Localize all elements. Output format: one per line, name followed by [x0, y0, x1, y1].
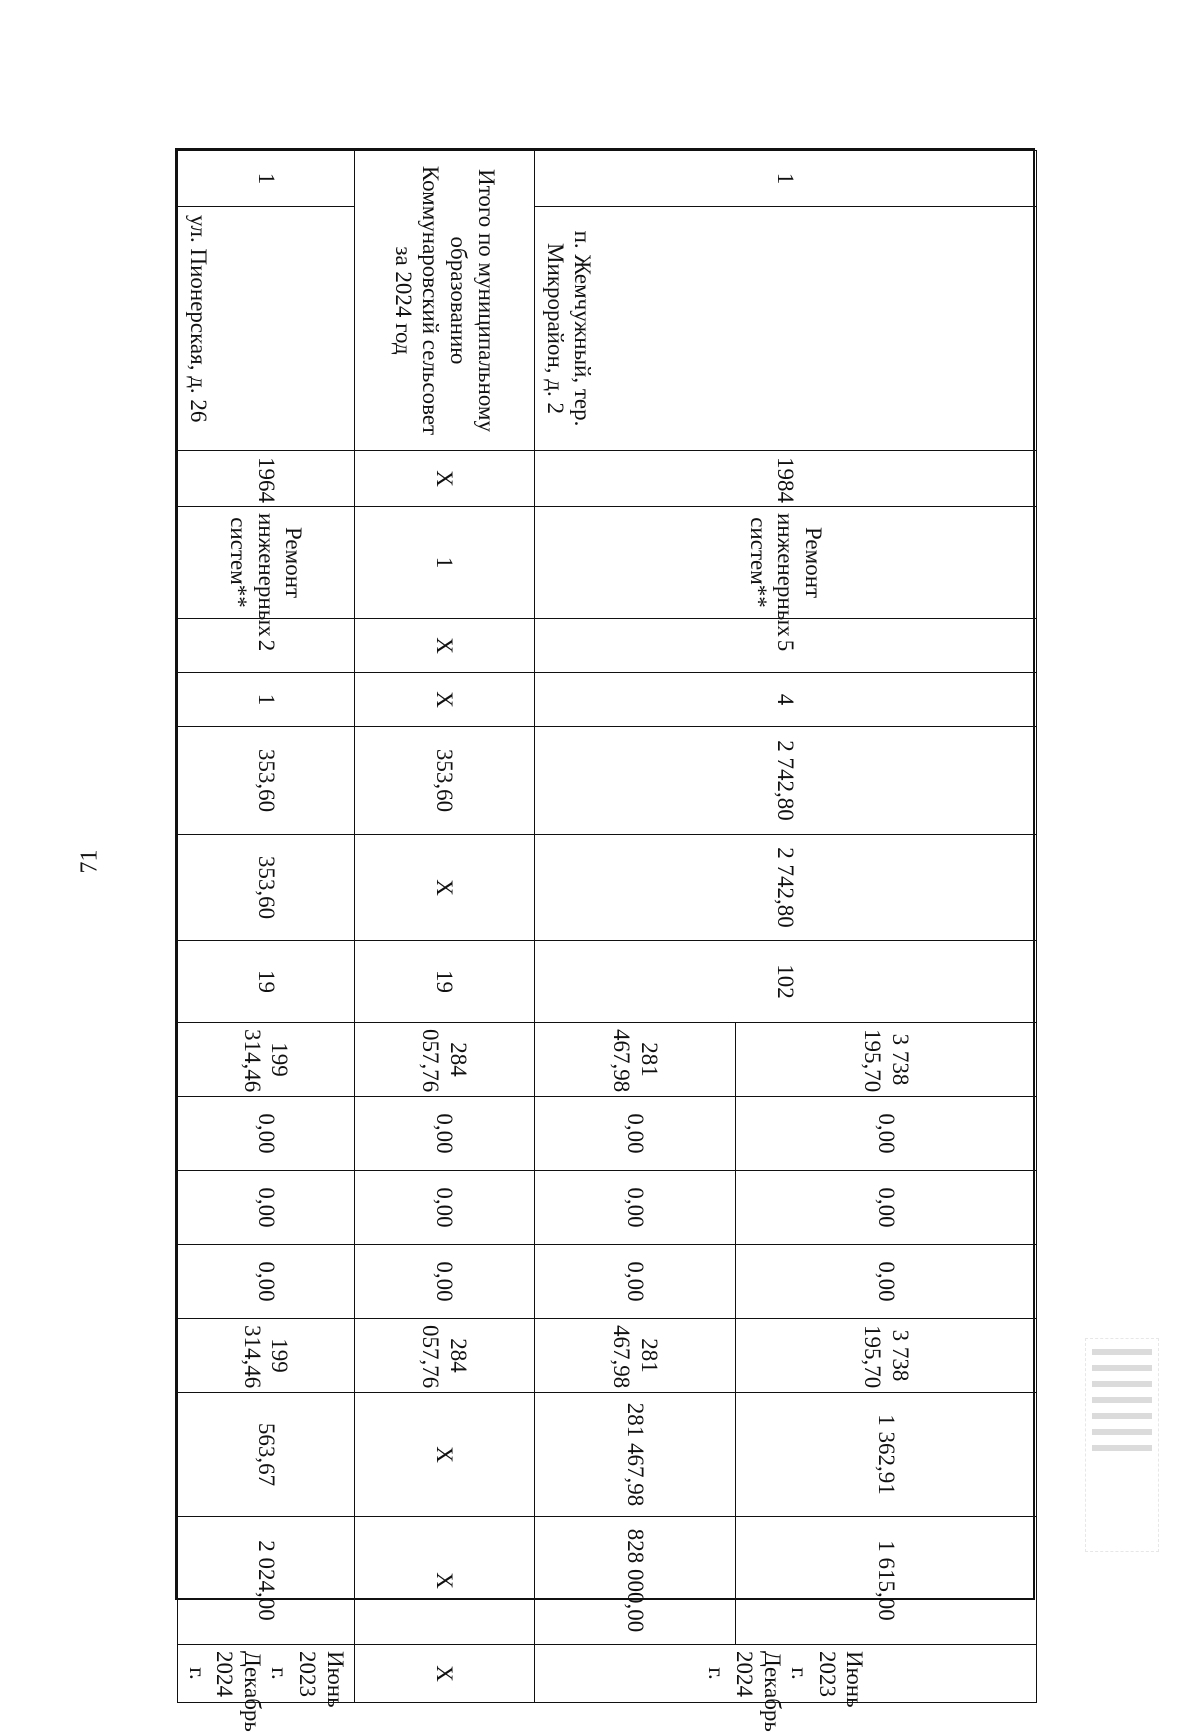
col5-cell: 2 [178, 619, 355, 673]
address-text: п. Жемчужный, тер. Микрорайон, д. 2 [542, 230, 596, 427]
value-cell: 281 467,98 [535, 1319, 736, 1393]
value-cell: 1 615,00 [735, 1517, 1036, 1645]
value-cell: 281 467,98 [535, 1023, 736, 1097]
value-cell: 0,00 [535, 1097, 736, 1171]
value-cell: 0,00 [178, 1171, 355, 1245]
value-cell: 199 314,46 [178, 1319, 355, 1393]
value-cell: 0,00 [354, 1171, 535, 1245]
table-row [735, 151, 1036, 1703]
address-cell [535, 151, 1037, 451]
year-cell: Х [354, 451, 535, 507]
value-cell: 3 738 195,70 [735, 1319, 1036, 1393]
period-cell: Июнь 2023 г. Декабрь 2024 г. [535, 1645, 1037, 1703]
area-cell: Х [354, 835, 535, 941]
col4-cell: Х [354, 673, 535, 727]
year-cell: 1984 [535, 451, 1037, 507]
area-cell: 2 742,80 [535, 835, 1037, 941]
residents-cell: 19 [354, 941, 535, 1023]
address-text: ул. Пионерская, д. 26 [185, 215, 211, 423]
period-cell: Х [354, 1645, 535, 1703]
value-cell: 0,00 [178, 1097, 355, 1171]
col5-cell: 5 [535, 619, 1037, 673]
row-number: 1 [178, 151, 354, 207]
value-cell: 0,00 [354, 1097, 535, 1171]
residents-cell: 19 [178, 941, 355, 1023]
value-cell: 828 000,00 [535, 1517, 736, 1645]
work-type-cell: Ремонт инженерных систем** [178, 507, 355, 619]
period-cell: Июнь 2023 г. Декабрь 2024 г. [178, 1645, 355, 1703]
value-cell: 1 362,91 [735, 1393, 1036, 1517]
col5-cell: Х [354, 619, 535, 673]
faint-stamp-mark [1085, 1338, 1159, 1552]
residents-cell: 102 [535, 941, 1037, 1023]
work-type-cell: 1 [354, 507, 535, 619]
page-number: 71 [76, 849, 103, 874]
area-cell: 2 742,80 [535, 727, 1037, 835]
table-row [178, 151, 355, 1703]
total-label: Итого по муниципальному образованию Коммунаровский сельсовет за 2024 год [354, 151, 535, 451]
value-cell: 2 024,00 [178, 1517, 355, 1645]
value-cell: 284 057,76 [354, 1023, 535, 1097]
value-cell: 0,00 [535, 1171, 736, 1245]
value-cell: 0,00 [354, 1245, 535, 1319]
year-cell: 1964 [178, 451, 355, 507]
value-cell: Х [354, 1517, 535, 1645]
value-cell: 0,00 [735, 1171, 1036, 1245]
value-cell: 0,00 [735, 1245, 1036, 1319]
value-cell: 0,00 [178, 1245, 355, 1319]
repair-table [175, 148, 1035, 1732]
area-cell: 353,60 [178, 727, 355, 835]
table-row-total [354, 151, 535, 1703]
col4-cell: 4 [535, 673, 1037, 727]
work-type-cell: Ремонт инженерных систем** [535, 507, 1037, 619]
col4-cell: 1 [178, 673, 355, 727]
value-cell: 563,67 [178, 1393, 355, 1517]
address-cell [178, 151, 355, 451]
value-cell: 281 467,98 [535, 1393, 736, 1517]
area-cell: 353,60 [178, 835, 355, 941]
value-cell: 284 057,76 [354, 1319, 535, 1393]
row-number: 1 [535, 151, 1036, 207]
value-cell: Х [354, 1393, 535, 1517]
value-cell: 0,00 [535, 1245, 736, 1319]
area-cell: 353,60 [354, 727, 535, 835]
value-cell: 0,00 [735, 1097, 1036, 1171]
value-cell: 3 738 195,70 [735, 1023, 1036, 1097]
value-cell: 199 314,46 [178, 1023, 355, 1097]
